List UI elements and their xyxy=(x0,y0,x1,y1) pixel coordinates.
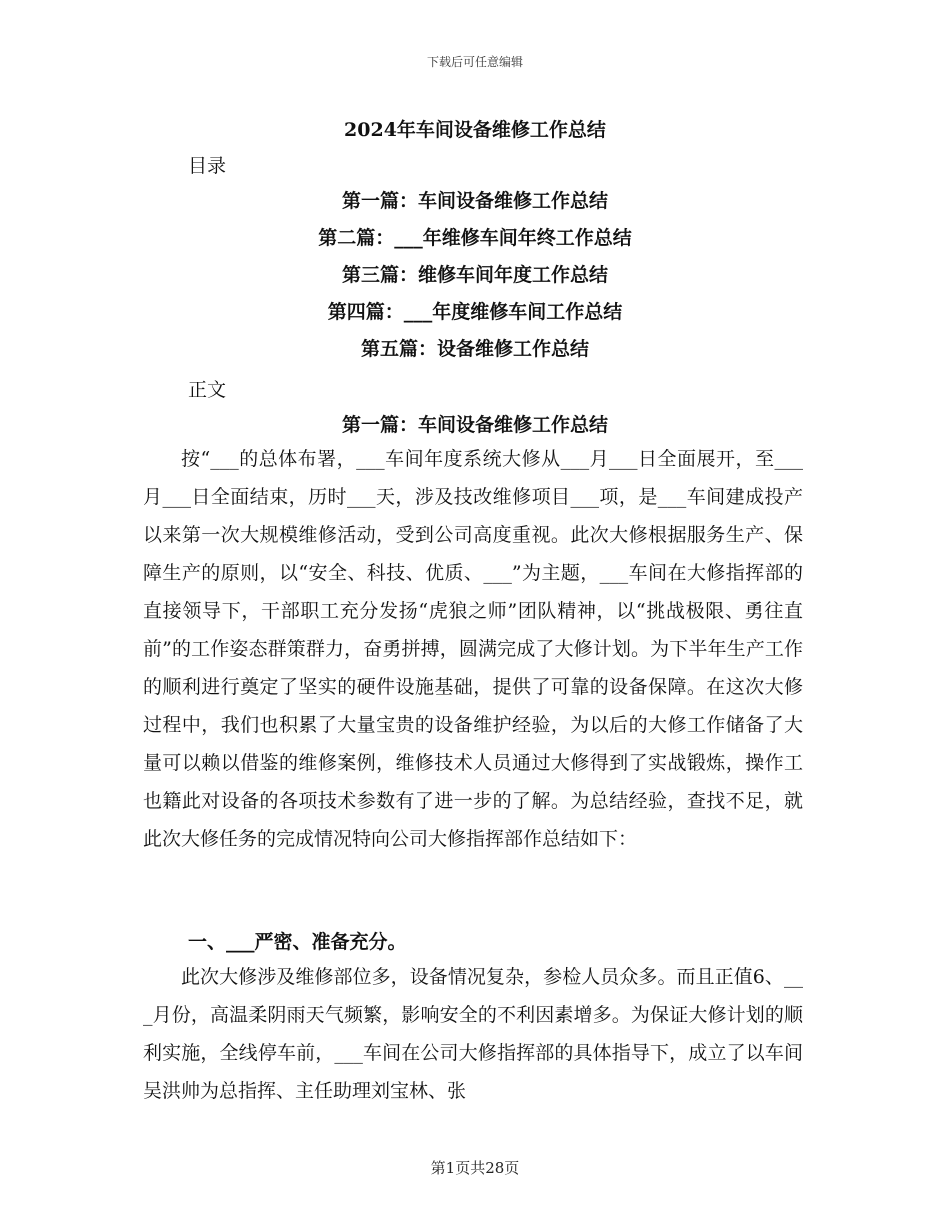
toc-label: 目录 xyxy=(188,155,227,177)
body-paragraph: 此次大修涉及维修部位多，设备情况复杂，参检人员众多。而且正值6、___月份，高温柔阴雨天气频繁，影响安全的不利因素增多。为保证大修计划的顺利实施，全线停车前，___车间在公司大修指挥部的具体指导下，成立了以车间吴洪帅为总指挥、主任助理刘宝林、张 xyxy=(143,966,803,1102)
toc-item: 第五篇：设备维修工作总结 xyxy=(360,338,589,360)
toc-item: 第二篇：___年维修车间年终工作总结 xyxy=(318,227,632,249)
page-footer: 第1页共28页 xyxy=(430,1159,520,1177)
header-note: 下载后可任意编辑 xyxy=(426,55,523,69)
toc-item: 第四篇：___年度维修车间工作总结 xyxy=(327,301,623,323)
body-paragraph: 按“___的总体布署，___车间年度系统大修从___月___日全面展开，至___月___日全面结束，历时___天，涉及技改维修项目___项，是___车间建成投产以来第一次大规模维修活动，受到公司高度重视。此次大修根据服务生产、保障生产的原则，以“安全、科技、优质、___”为主题，___车间在大修指挥部的直接领导下，干部职工充分发扬“虎狼之师”团队精神，以“挑战极限、勇往直前”的工作姿态群策群力，奋勇拼搏，圆满完成了大修计划。为下半年生产工作的顺利进行奠定了坚实的硬件设施基础，提供了可靠的设备保障。在这次大修过程中，我们也积累了大量宝贵的设备维护经验，为以后的大修工作储备了大量可以赖以借鉴的维修案例，维修技术人员通过大修得到了实战锻炼，操作工也籍此对设备的各项技术参数有了进一步的了解。为总结经验，查找不足，就此次大修任务的完成情况特向公司大修指挥部作总结如下： xyxy=(143,448,803,850)
toc-item: 第三篇：维修车间年度工作总结 xyxy=(341,264,608,286)
section-title: 第一篇：车间设备维修工作总结 xyxy=(341,414,608,436)
section-heading: 一、___严密、准备充分。 xyxy=(188,931,407,953)
toc-item: 第一篇：车间设备维修工作总结 xyxy=(341,190,608,212)
document-title: 2024年车间设备维修工作总结 xyxy=(344,119,606,141)
body-label: 正文 xyxy=(188,379,227,401)
table-of-contents xyxy=(0,188,950,373)
